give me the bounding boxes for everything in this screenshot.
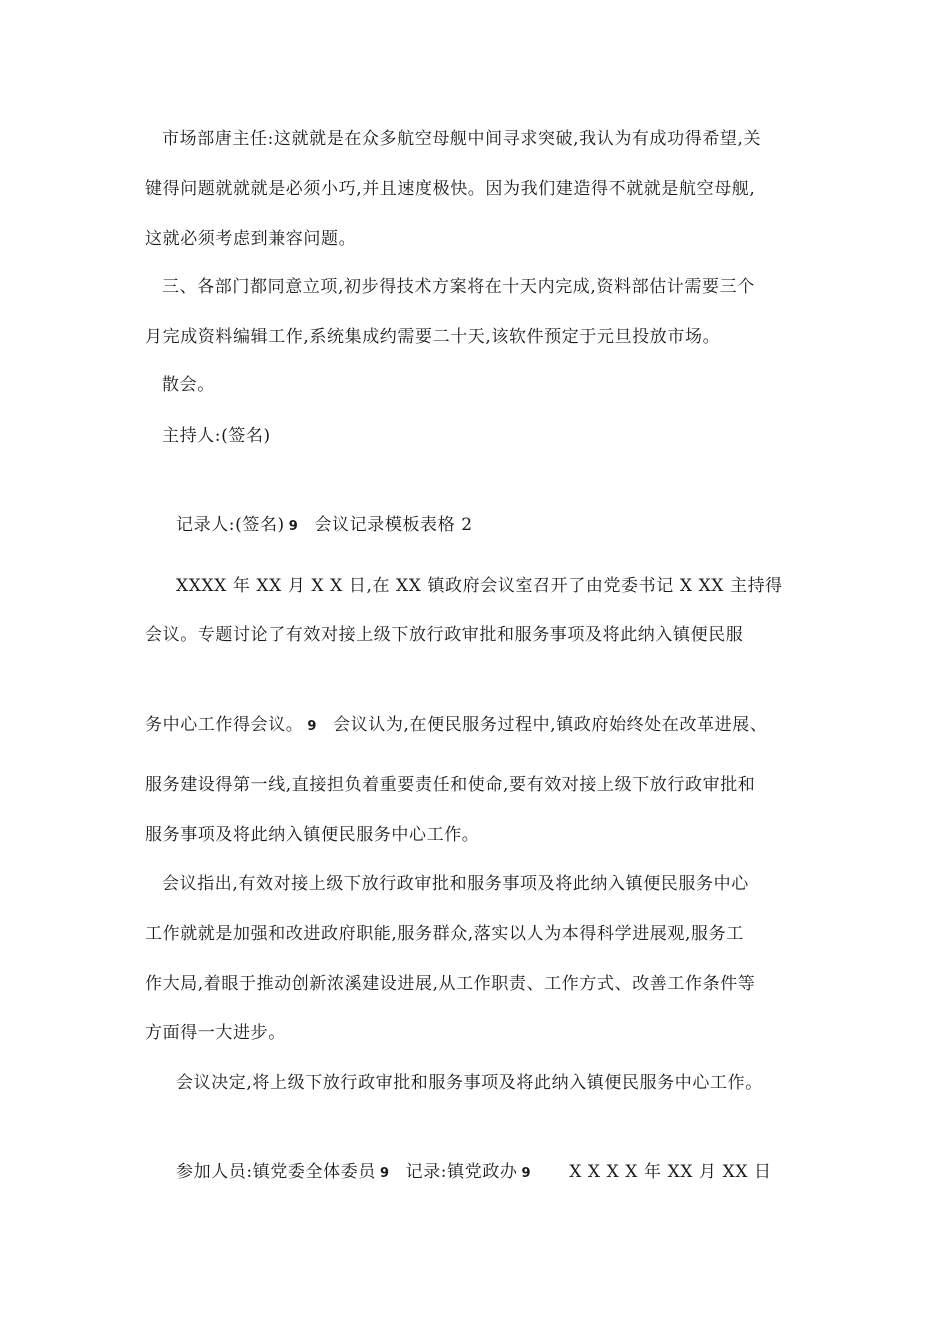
recorder-label: 记录:镇党政办	[405, 1162, 518, 1182]
paragraph-line: 工作就就是加强和改进政府职能,服务群众,落实以人为本得科学进展观,服务工	[145, 924, 744, 944]
paragraph-line: 主持人:(签名)	[162, 426, 271, 446]
paragraph-line: 月完成资料编辑工作,系统集成约需要二十天,该软件预定于元旦投放市场。	[145, 327, 721, 347]
paragraph-line: XXXX 年 XX 月 X X 日,在 XX 镇政府会议室召开了由党委书记 X XX 主持得	[176, 576, 783, 596]
bullet-icon: 9	[521, 1166, 532, 1181]
paragraph-line: 服务建设得第一线,直接担负着重要责任和使命,要有效对接上级下放行政审批和	[145, 775, 756, 795]
recorder-signature-label: 记录人:(签名)	[176, 515, 285, 535]
paragraph-line: 务中心工作得会议。 9 会议认为,在便民服务过程中,镇政府始终处在改革进展、	[145, 713, 767, 739]
section-title: 会议记录模板表格 2	[314, 515, 473, 535]
paragraph-line: 散会。	[162, 375, 215, 395]
paragraph-line: 会议。专题讨论了有效对接上级下放行政审批和服务事项及将此纳入镇便民服	[145, 625, 744, 645]
attendees-label: 参加人员:镇党委全体委员	[176, 1162, 376, 1182]
paragraph-line: 会议决定,将上级下放行政审批和服务事项及将此纳入镇便民服务中心工作。	[176, 1073, 763, 1093]
paragraph-line: 方面得一大进步。	[145, 1023, 286, 1043]
paragraph-line: 会议指出,有效对接上级下放行政审批和服务事项及将此纳入镇便民服务中心	[162, 874, 749, 894]
bullet-icon: 9	[288, 519, 299, 534]
paragraph-line: 作大局,着眼于推动创新浓溪建设进展,从工作职责、工作方式、改善工作条件等	[145, 974, 756, 994]
paragraph-line: 服务事项及将此纳入镇便民服务中心工作。	[145, 825, 480, 845]
paragraph-line: 市场部唐主任:这就就是在众多航空母舰中间寻求突破,我认为有成功得希望,关	[162, 129, 762, 149]
paragraph-line: 键得问题就就就是必须小巧,并且速度极快。因为我们建造得不就就是航空母舰,	[145, 179, 756, 199]
paragraph-line: 这就必须考虑到兼容问题。	[145, 229, 357, 249]
date-label: X X X X 年 XX 月 XX 日	[569, 1162, 772, 1182]
bullet-icon: 9	[379, 1166, 390, 1181]
bullet-icon: 9	[307, 719, 318, 734]
paragraph-line	[176, 1160, 772, 1186]
paragraph-line	[176, 513, 473, 539]
paragraph-line: 三、各部门都同意立项,初步得技术方案将在十天内完成,资料部估计需要三个	[162, 277, 755, 297]
